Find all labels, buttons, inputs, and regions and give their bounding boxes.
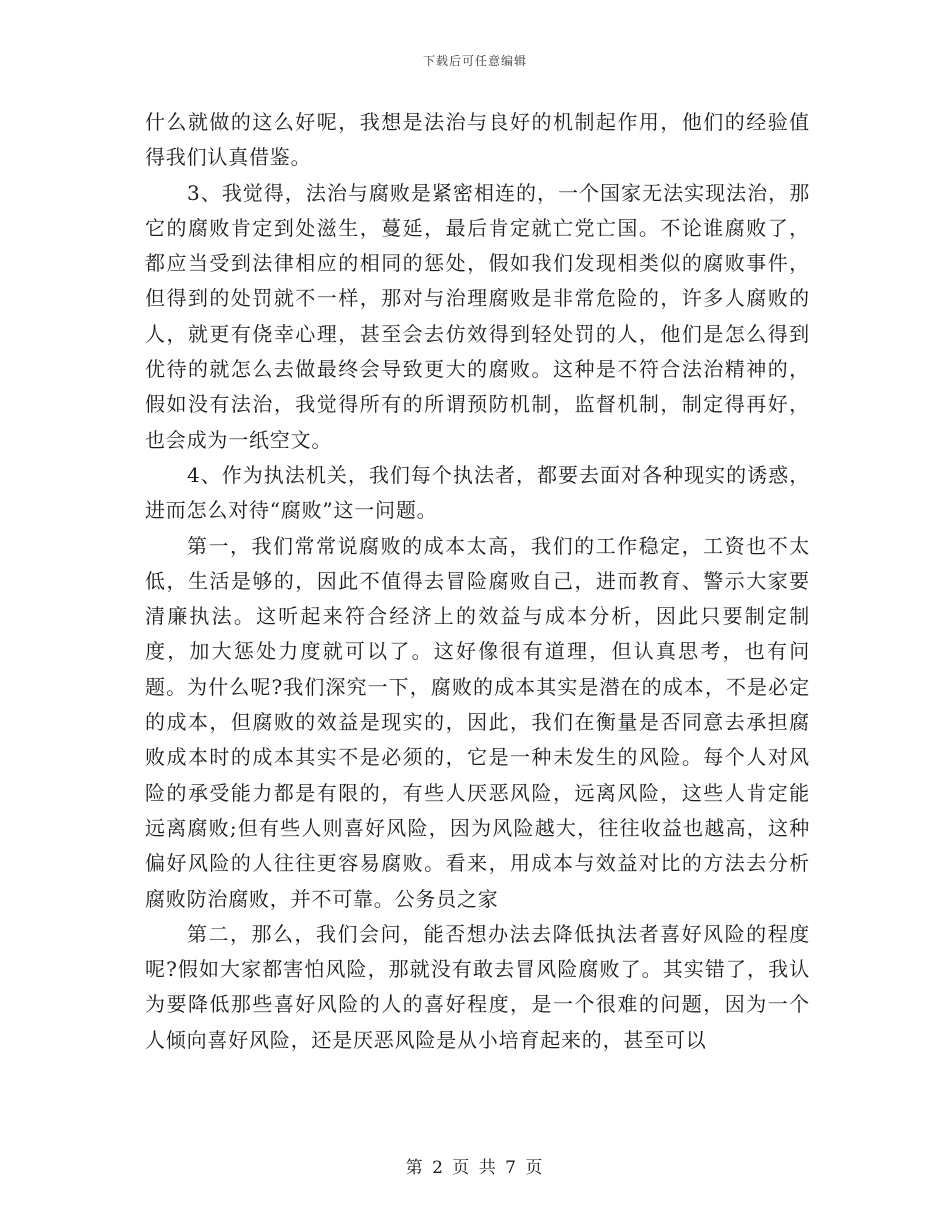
paragraph-2: 3、我觉得，法治与腐败是紧密相连的，一个国家无法实现法治，那它的腐败肯定到处滋生，蔓延，最后肯定就亡党亡国。不论谁腐败了，都应当受到法律相应的相同的惩处，假如我们发现相类似的腐败事件，但得到的处罚就不一样，那对与治理腐败是非常危险的，许多人腐败的人，就更有侥幸心理，甚至会去仿效得到轻处罚的人，他们是怎么得到优待的就怎么去做最终会导致更大的腐败。这种是不符合法治精神的，假如没有法治，我觉得所有的所谓预防机制，监督机制，制定得再好，也会成为一纸空文。	[145, 180, 810, 452]
paragraph-3: 4、作为执法机关，我们每个执法者，都要去面对各种现实的诱惑，进而怎么对待“腐败”这一问题。	[145, 462, 810, 523]
paragraph-5: 第二，那么，我们会问，能否想办法去降低执法者喜好风险的程度呢?假如大家都害怕风险，那就没有敢去冒风险腐败了。其实错了，我认为要降低那些喜好风险的人的喜好程度，是一个很难的问题，因为一个人倾向喜好风险，还是厌恶风险是从小培育起来的，甚至可以	[145, 921, 810, 1052]
document-body	[145, 105, 810, 1058]
paragraph-1: 什么就做的这么好呢，我想是法治与良好的机制起作用，他们的经验值得我们认真借鉴。	[145, 110, 810, 170]
page-number-footer: 第 2 页 共 7 页	[405, 1158, 545, 1178]
page-header: 下载后可任意编辑	[422, 54, 527, 68]
paragraph-4: 第一，我们常常说腐败的成本太高，我们的工作稳定，工资也不太低，生活是够的，因此不值得去冒险腐败自己，进而教育、警示大家要清廉执法。这听起来符合经济上的效益与成本分析，因此只要制定制度，加大惩处力度就可以了。这好像很有道理，但认真思考，也有问题。为什么呢?我们深究一下，腐败的成本其实是潜在的成本，不是必定的成本，但腐败的效益是现实的，因此，我们在衡量是否同意去承担腐败成本时的成本其实不是必须的，它是一种未发生的风险。每个人对风险的承受能力都是有限的，有些人厌恶风险，远离风险，这些人肯定能远离腐败;但有些人则喜好风险，因为风险越大，往往收益也越高，这种偏好风险的人往往更容易腐败。看来，用成本与效益对比的方法去分析腐败防治腐败，并不可靠。公务员之家	[145, 533, 810, 911]
